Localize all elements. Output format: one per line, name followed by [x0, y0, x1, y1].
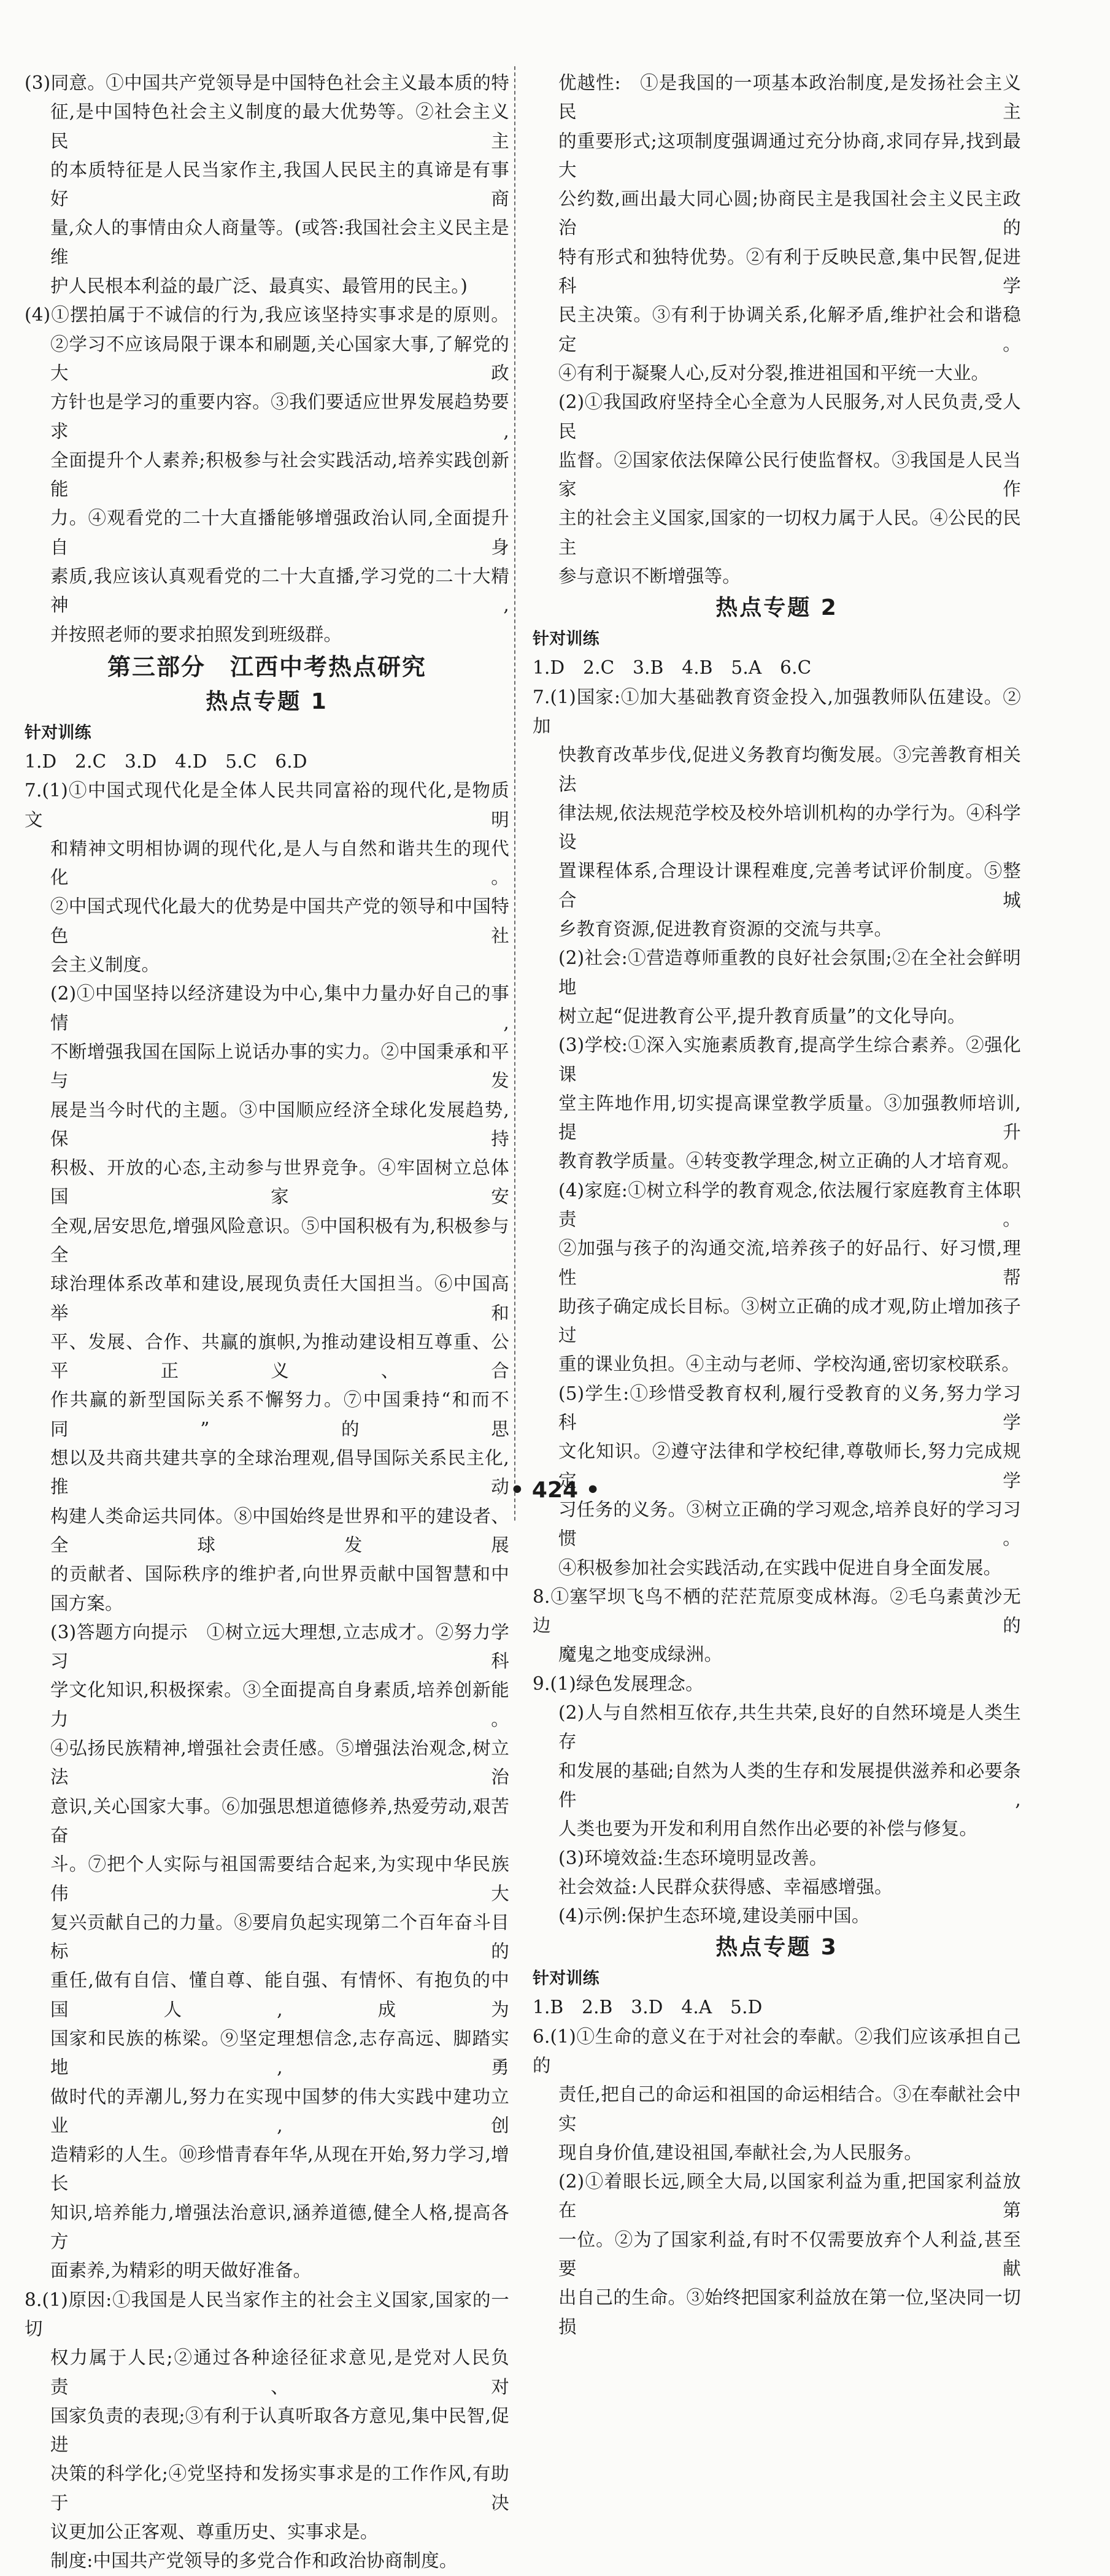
text-line: 的重要形式;这项制度强调通过充分协商,求同存异,找到最大: [558, 130, 1021, 180]
para-left-3: [25, 69, 509, 301]
text-line: 和精神文明相协调的现代化,是人与自然和谐共生的现代化。: [50, 838, 509, 889]
text-line: 构建人类命运共同体。⑧中国始终是世界和平的建设者、全球发展: [50, 1505, 509, 1556]
text-line: 力。④观看党的二十大直播能够增强政治认同,全面提升自身: [50, 507, 509, 558]
text-line: 8.(1)原因:①我国是人民当家作主的社会主义国家,国家的一切: [25, 2289, 509, 2339]
text-line: (2)①我国政府坚持全心全意为人民服务,对人民负责,受人民: [558, 391, 1021, 442]
text-line: 特有形式和独特优势。②有利于反映民意,集中民智,促进科学: [558, 246, 1021, 297]
text-line: 一位。②为了国家利益,有时不仅需要放弃个人利益,甚至要献: [558, 2229, 1021, 2280]
text-line: 重任,做有自信、懂自尊、能自强、有情怀、有抱负的中国人,成为: [50, 1970, 509, 2020]
text-line: 素质,我应该认真观看党的二十大直播,学习党的二十大精神,: [50, 566, 509, 616]
text-line: 知识,培养能力,增强法治意识,涵养道德,健全人格,提高各方: [50, 2202, 509, 2253]
text-line: 征,是中国特色社会主义制度的最大优势等。②社会主义民主: [50, 101, 509, 152]
section-subtitle: 针对训练: [533, 630, 599, 649]
text-line: (2)①中国坚持以经济建设为中心,集中力量办好自己的事情,: [50, 983, 509, 1033]
text-line: 7.(1)国家:①加大基础教育资金投入,加强教师队伍建设。②加: [533, 686, 1021, 736]
text-line: 议更加公正客观、尊重历史、实事求是。: [50, 2521, 379, 2543]
part-title: 第三部分 江西中考热点研究: [107, 653, 426, 681]
topic-title: 热点专题 2: [715, 595, 838, 621]
q7-3: [25, 1618, 509, 2286]
text-line: 国家和民族的栋梁。⑨坚定理想信念,志存高远、脚踏实地,勇: [50, 2028, 509, 2078]
text-line: 置课程体系,合理设计课程难度,完善考试评价制度。⑤整合城: [558, 860, 1021, 911]
text-line: 作共赢的新型国际关系不懈努力。⑦中国秉持“和而不同”的思: [50, 1389, 509, 1440]
para-left-4: [25, 301, 509, 649]
text-line: 平、发展、合作、共赢的旗帜,为推动建设相互尊重、公平正义、合: [50, 1331, 509, 1382]
q8-1: [25, 2286, 509, 2547]
text-line: 公约数,画出最大同心圆;协商民主是我国社会主义民主政治的: [558, 188, 1021, 239]
text-line: (5)学生:①珍惜受教育权利,履行受教育的义务,努力学习科学: [558, 1382, 1021, 1433]
text-line: (2)社会:①营造尊师重教的良好社会氛围;②在全社会鲜明地: [558, 947, 1021, 998]
text-line: (3)同意。①中国共产党领导是中国特色社会主义最本质的特: [25, 72, 509, 93]
q9-2: [533, 1699, 1021, 1843]
text-line: 方针也是学习的重要内容。③我们要适应世界发展趋势要求,: [50, 391, 509, 442]
text-line: ④积极参加社会实践活动,在实践中促进自身全面发展。: [558, 1557, 1002, 1578]
text-line: 斗。⑦把个人实际与祖国需要结合起来,为实现中华民族伟大: [50, 1854, 509, 1904]
text-line: 造精彩的人生。⑩珍惜青春年华,从现在开始,努力学习,增长: [50, 2144, 509, 2194]
text-line: 全观,居安思危,增强风险意识。⑤中国积极有为,积极参与全: [50, 1215, 509, 1265]
page-number: • 424 •: [510, 1478, 600, 1503]
text-line: 积极、开放的心态,主动参与世界竞争。④牢固树立总体国家安: [50, 1157, 509, 1208]
text-line: 助孩子确定成长目标。③树立正确的成才观,防止增加孩子过: [558, 1295, 1021, 1346]
text-line: 习任务的义务。③树立正确的学习观念,培养良好的学习习惯。: [558, 1498, 1021, 1549]
text-line: 和发展的基础;自然为人类的生存和发展提供滋养和必要条件,: [558, 1760, 1021, 1810]
text-line: 制度:中国共产党领导的多党合作和政治协商制度。: [50, 2550, 458, 2572]
text-line: (4)①摆拍属于不诚信的行为,我应该坚持实事求是的原则。: [25, 304, 509, 326]
text-line: 不断增强我国在国际上说话办事的实力。②中国秉承和平与发: [50, 1041, 509, 1092]
q7-1: [25, 776, 509, 979]
text-line: (2)①着眼长远,顾全大局,以国家利益为重,把国家利益放在第: [558, 2171, 1021, 2221]
right-column: [533, 69, 1021, 2342]
text-line: 的贡献者、国际秩序的维护者,向世界贡献中国智慧和中国方案。: [50, 1564, 509, 1614]
text-line: 7.(1)①中国式现代化是全体人民共同富裕的现代化,是物质文明: [25, 780, 509, 830]
text-line: 决策的科学化;④党坚持和发扬实事求是的工作作风,有助于决: [50, 2463, 509, 2513]
text-line: ④弘扬民族精神,增强社会责任感。⑤增强法治观念,树立法治: [50, 1738, 509, 1788]
q8-2: [533, 388, 1021, 591]
text-line: (2)人与自然相互依存,共生共荣,良好的自然环境是人类生存: [558, 1702, 1021, 1753]
text-line: 球治理体系改革和建设,展现负责任大国担当。⑥中国高举和: [50, 1273, 509, 1324]
text-line: ④有利于凝聚人心,反对分裂,推进祖国和平统一大业。: [558, 362, 990, 384]
text-line: 堂主阵地作用,切实提高课堂教学质量。③加强教师培训,提升: [558, 1092, 1021, 1143]
text-line: 民主决策。③有利于协调关系,化解矛盾,维护社会和谐稳定。: [558, 304, 1021, 355]
text-line: ②加强与孩子的沟通交流,培养孩子的好品行、好习惯,理性帮: [558, 1238, 1021, 1288]
text-line: 快教育改革步伐,促进义务教育均衡发展。③完善教育相关法: [558, 744, 1021, 795]
text-line: 并按照老师的要求拍照发到班级群。: [50, 623, 342, 645]
text-line: ②学习不应该局限于课本和刷题,关心国家大事,了解党的大政: [50, 333, 509, 384]
text-line: 文化知识。②遵守法律和学校纪律,尊敬师长,努力完成规定学: [558, 1441, 1021, 1491]
answer-line: 1.D 2.C 3.D 4.D 5.C 6.D: [25, 750, 307, 772]
answer-line: 1.D 2.C 3.B 4.B 5.A 6.C: [533, 657, 812, 679]
text-line: 国家负责的表现;③有利于认真听取各方意见,集中民智,促进: [50, 2405, 509, 2456]
topic-title: 热点专题 3: [715, 1935, 838, 1961]
q7-nation: [533, 683, 1021, 944]
text-line: 意识,关心国家大事。⑥加强思想道德修养,热爱劳动,艰苦奋: [50, 1795, 509, 1846]
text-line: 主的社会主义国家,国家的一切权力属于人民。④公民的民主: [558, 507, 1021, 558]
q6-2: [533, 2167, 1021, 2342]
q6-1: [533, 2023, 1021, 2167]
text-line: (3)答题方向提示 ①树立远大理想,立志成才。②努力学习科: [50, 1621, 509, 1672]
text-line: 的本质特征是人民当家作主,我国人民民主的真谛是有事好商: [50, 159, 509, 210]
text-line: 复兴贡献自己的力量。⑧要肩负起实现第二个百年奋斗目标的: [50, 1911, 509, 1962]
section-subtitle: 针对训练: [25, 723, 91, 742]
topic-title: 热点专题 1: [206, 688, 328, 714]
text-line: 树立起“促进教育公平,提升教育质量”的文化导向。: [558, 1005, 966, 1027]
text-line: 出自己的生命。③始终把国家利益放在第一位,坚决同一切损: [558, 2287, 1021, 2337]
q7-society: [533, 944, 1021, 1031]
text-line: 学文化知识,积极探索。③全面提高自身素质,培养创新能力。: [50, 1679, 509, 1730]
text-line: 律法规,依法规范学校及校外培训机构的办学行为。④科学设: [558, 802, 1021, 853]
answer-line: 1.B 2.B 3.D 4.A 5.D: [533, 1997, 763, 2018]
text-line: 权力属于人民;②通过各种途径征求意见,是党对人民负责、对: [50, 2347, 509, 2397]
left-column: [25, 69, 509, 2576]
text-line: (3)环境效益:生态环境明显改善。: [558, 1847, 828, 1868]
text-line: 8.①塞罕坝飞鸟不栖的茫茫荒原变成林海。②毛乌素黄沙无边的: [533, 1586, 1021, 1637]
text-line: 做时代的弄潮儿,努力在实现中国梦的伟大实践中建功立业,创: [50, 2086, 509, 2136]
text-line: 护人民根本利益的最广泛、最真实、最管用的民主。): [50, 276, 468, 297]
text-line: 参与意识不断增强等。: [558, 566, 741, 587]
q8-advantage: [533, 69, 1021, 388]
text-line: 乡教育资源,促进教育资源的交流与共享。: [558, 919, 893, 940]
text-line: 责任,把自己的命运和祖国的命运相结合。③在奉献社会中实: [558, 2084, 1021, 2134]
text-line: 重的课业负担。④主动与老师、学校沟通,密切家校联系。: [558, 1354, 1020, 1375]
section-subtitle: 针对训练: [533, 1969, 599, 1989]
text-line: 会主义制度。: [50, 954, 160, 976]
text-line: ②中国式现代化最大的优势是中国共产党的领导和中国特色社: [50, 896, 509, 946]
text-line: 教育教学质量。④转变教学理念,树立正确的人才培育观。: [558, 1151, 1020, 1172]
text-line: (3)学校:①深入实施素质教育,提高学生综合素养。②强化课: [558, 1035, 1021, 1085]
text-line: 社会效益:人民群众获得感、幸福感增强。: [558, 1876, 893, 1897]
text-line: 现自身价值,建设祖国,奉献社会,为人民服务。: [558, 2142, 923, 2163]
column-divider: [514, 66, 515, 1521]
text-line: 面素养,为精彩的明天做好准备。: [50, 2260, 312, 2281]
q8: [533, 1583, 1021, 1670]
text-line: 量,众人的事情由众人商量等。(或答:我国社会主义民主是维: [50, 217, 509, 268]
text-line: 魔鬼之地变成绿洲。: [558, 1644, 723, 1665]
text-line: 人类也要为开发和利用自然作出必要的补偿与修复。: [558, 1818, 978, 1840]
text-line: 优越性: ①是我国的一项基本政治制度,是发扬社会主义民主: [558, 72, 1021, 123]
text-line: (4)家庭:①树立科学的教育观念,依法履行家庭教育主体职责。: [558, 1179, 1021, 1230]
q7-family: [533, 1176, 1021, 1379]
q7-school: [533, 1031, 1021, 1176]
q7-2: [25, 979, 509, 1618]
text-line: 展是当今时代的主题。③中国顺应经济全球化发展趋势,保持: [50, 1099, 509, 1149]
text-line: 全面提升个人素养;积极参与社会实践活动,培养实践创新能: [50, 449, 509, 500]
text-line: 监督。②国家依法保障公民行使监督权。③我国是人民当家作: [558, 449, 1021, 500]
text-line: (4)示例:保护生态环境,建设美丽中国。: [558, 1905, 870, 1927]
text-line: 想以及共商共建共享的全球治理观,倡导国际关系民主化,推动: [50, 1448, 509, 1498]
text-line: 9.(1)绿色发展理念。: [533, 1673, 704, 1694]
text-line: 6.(1)①生命的意义在于对社会的奉献。②我们应该承担自己的: [533, 2026, 1021, 2076]
